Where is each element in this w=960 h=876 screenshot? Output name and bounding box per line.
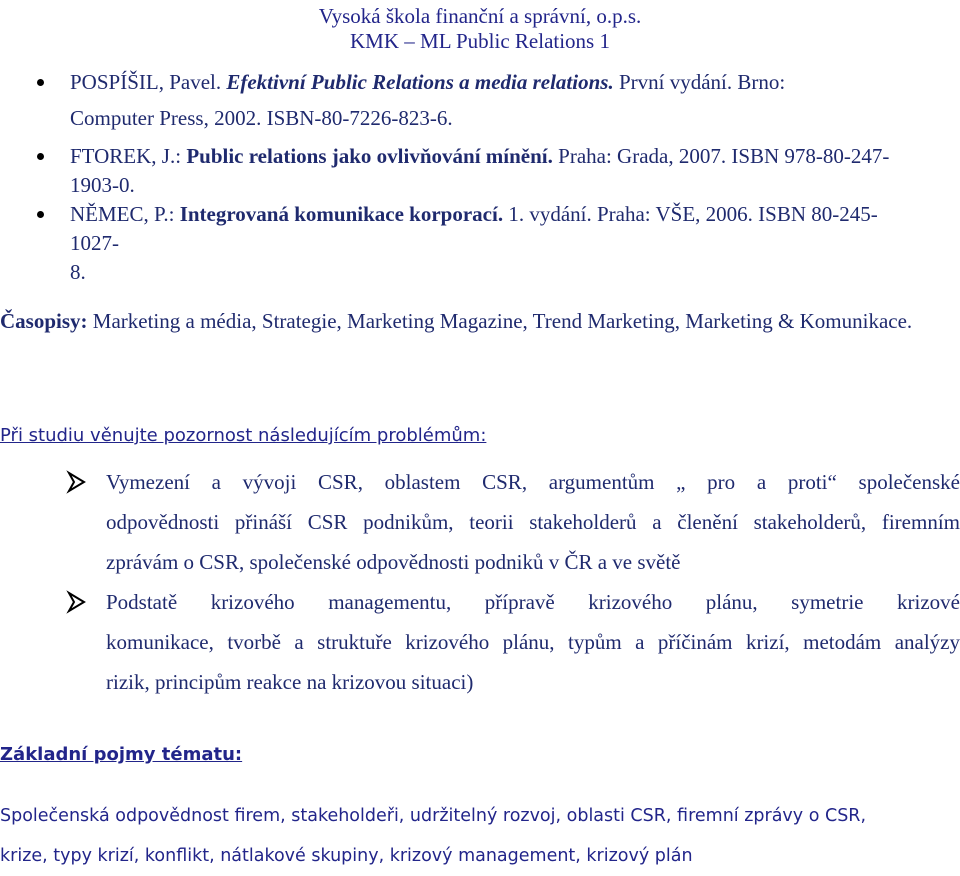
reference-author: FTOREK, J.: (70, 144, 182, 168)
study-heading: Při studiu věnujte pozornost následujícím problémům: (0, 425, 487, 446)
journals-label: Časopisy: (0, 309, 88, 333)
reference-title: Integrovaná komunikace korporací. (179, 202, 504, 226)
bullet-icon (37, 79, 44, 86)
reference-details: 1. vydání. Praha: VŠE, 2006. ISBN 80-245-1027- (70, 202, 878, 255)
reference-author: NĚMEC, P.: (70, 202, 175, 226)
course-name: KMK – ML Public Relations 1 (350, 29, 610, 53)
study-item-line: zprávám o CSR, společenské odpovědnosti podniků v ČR a ve světě (106, 550, 681, 574)
reference-title: Public relations jako ovlivňování mínění. (186, 144, 553, 168)
study-item-line: Podstatě krizového managementu, přípravě krizového plánu, symetrie krizové (106, 590, 960, 614)
reference-item (0, 142, 890, 200)
study-item-line: odpovědnosti přináší CSR podnikům, teorii stakeholderů a členění stakeholderů, firemním (106, 510, 960, 534)
study-item (0, 582, 960, 702)
bullet-icon (37, 211, 44, 218)
reference-details-cont: 1903-0. (70, 173, 135, 197)
study-list (0, 462, 960, 702)
school-name: Vysoká škola finanční a správní, o.p.s. (318, 4, 642, 28)
page-header (0, 4, 960, 54)
study-item (0, 462, 960, 582)
study-item-line: Vymezení a vývoji CSR, oblastem CSR, argumentům „ pro a proti“ společenské (106, 470, 960, 494)
reference-item (0, 200, 890, 287)
basic-terms-line: Společenská odpovědnost firem, stakeholdeři, udržitelný rozvoj, oblasti CSR, firemní zprávy o CSR, (0, 806, 867, 826)
reference-details-cont: Computer Press, 2002. ISBN-80-7226-823-6. (70, 106, 453, 130)
journals-text: Marketing a média, Strategie, Marketing Magazine, Trend Marketing, Marketing & Komunikace. (92, 309, 913, 333)
arrowhead-icon (66, 462, 90, 502)
study-item-line: komunikace, tvorbě a struktuře krizového plánu, typům a příčinám krizí, metodám analýzy (106, 630, 960, 654)
bullet-icon (37, 153, 44, 160)
reference-item (0, 64, 890, 136)
reference-details-cont: 8. (70, 260, 86, 284)
basic-terms-text (0, 796, 960, 876)
arrowhead-icon (66, 582, 90, 622)
reference-author: POSPÍŠIL, Pavel. (70, 70, 222, 94)
journals-paragraph (0, 302, 960, 340)
reference-details: Praha: Grada, 2007. ISBN 978-80-247- (558, 144, 890, 168)
reference-title: Efektivní Public Relations a media relations. (226, 70, 614, 94)
reference-list (0, 64, 960, 287)
basic-terms-line: krize, typy krizí, konflikt, nátlakové skupiny, krizový management, krizový plán (0, 846, 693, 866)
study-item-line: rizik, principům reakce na krizovou situaci) (106, 670, 474, 694)
basic-terms-heading: Základní pojmy tématu: (0, 744, 243, 765)
reference-details: První vydání. Brno: (618, 70, 786, 94)
